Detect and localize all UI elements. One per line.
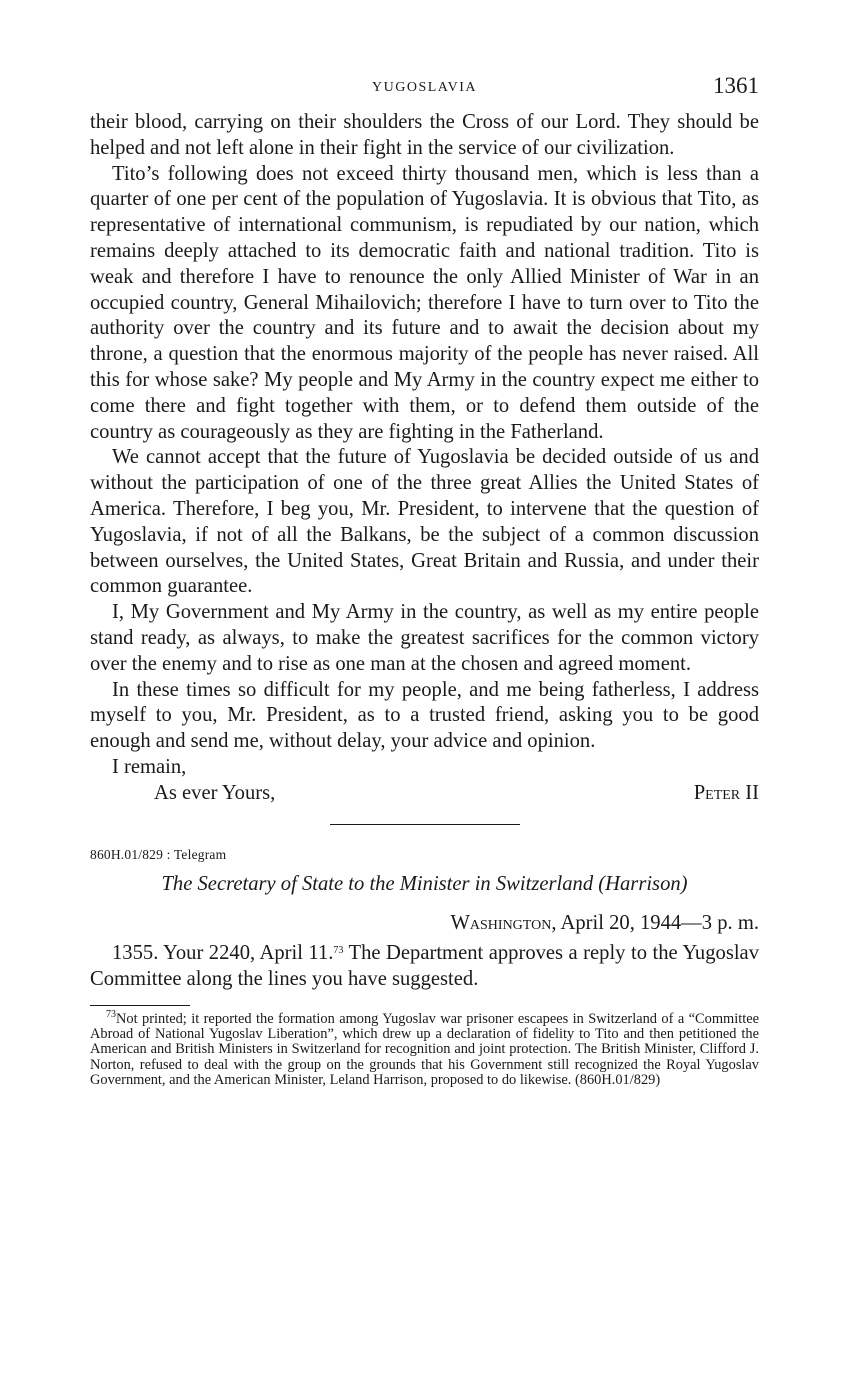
document-title bbox=[90, 873, 759, 896]
telegram-body bbox=[90, 941, 759, 993]
footnote-reference: 73 bbox=[333, 945, 344, 957]
page-header bbox=[90, 70, 759, 110]
closing-yours: As ever Yours, bbox=[154, 781, 276, 804]
signature-row bbox=[90, 781, 759, 807]
letter-paragraph: We cannot accept that the future of Yugoslavia be decided outside of us and without the participation of one of the three great Allies the United States of America. Therefore, I beg you, Mr. President, to intervene that the question of Yugoslavia, if not of all the Balkans, be the subject of a common discussion between ourselves, the United States, Great Britain and Russia, and under their common guarantee. bbox=[90, 446, 759, 598]
running-title: YUGOSLAVIA bbox=[372, 80, 477, 95]
letter-paragraph: I, My Government and My Army in the country, as well as my entire people stand ready, as always, to make the greatest sacrifices for the common victory over the enemy and to rise as one man at the chosen and agreed moment. bbox=[90, 601, 759, 675]
letter-closing bbox=[90, 755, 759, 807]
dateline-date: , April 20, 1944—3 p. m. bbox=[551, 912, 759, 935]
section-divider bbox=[330, 824, 520, 826]
page-number: 1361 bbox=[713, 73, 759, 98]
dateline-place: Washington bbox=[450, 912, 552, 935]
telegram-text-end: The Department approves a reply to the Yugoslav Committee along the lines you have suggested. bbox=[90, 942, 759, 990]
document-title-recipient: (Harrison) bbox=[598, 873, 688, 896]
dateline bbox=[90, 912, 759, 935]
telegram-paragraph bbox=[90, 941, 759, 993]
telegram-text-start: 1355. Your 2240, April 11. bbox=[112, 942, 334, 965]
footnote-divider bbox=[90, 1005, 190, 1006]
letter-paragraph: their blood, carrying on their shoulders the Cross of our Lord. They should be helped and not left alone in their fight in the service of our civilization. bbox=[90, 111, 759, 159]
document-title-main: The Secretary of State to the Minister in Switzerland bbox=[161, 873, 594, 896]
signature: Peter II bbox=[693, 781, 759, 804]
letter-paragraph: In these times so difficult for my people, and me being fatherless, I address myself to you, Mr. President, as to a trusted friend, asking you to be good enough and send me, without delay, your advice and opinion. bbox=[90, 678, 759, 753]
closing-remain: I remain, bbox=[112, 755, 187, 778]
document-page bbox=[90, 70, 759, 1089]
footnote-marker: 73 bbox=[106, 1008, 116, 1020]
footnote bbox=[90, 1008, 759, 1089]
letter-body bbox=[90, 110, 759, 755]
letter-paragraph: Tito’s following does not exceed thirty thousand men, which is less than a quarter of one per cent of the population of Yugoslavia. It is obvious that Tito, as representative of international communism, is repudiated by our nation, which remains deeply attached to its democratic faith and national tradition. Tito is weak and therefore I have to renounce the only Allied Minister of War in an occupied country, General Mihailovich; therefore I have to turn over to Tito the authority over the country and its future and to await the decision about my throne, a question that the enormous majority of the people has never raised. All this for whose sake? My people and My Army in the country expect me either to come there and fight together with them, or to defend them outside of the country as courageously as they are fighting in the Fatherland. bbox=[90, 162, 759, 443]
footnote-text: Not printed; it reported the formation among Yugoslav war prisoner escapees in Switzerland of a “Committee Abroad of National Yugoslav Liberation”, which drew up a declaration of fidelity to Tito and then petitioned the American and British Ministers in Switzerland for recognition and joint protection. The British Minister, Clifford J. Norton, refused to deal with the group on the grounds that his Government still recognized the Royal Yugoslav Government, and the American Minister, Leland Harrison, proposed to do likewise. (860H.01/829) bbox=[90, 1010, 759, 1089]
file-reference: 860H.01/829 : Telegram bbox=[90, 847, 227, 863]
